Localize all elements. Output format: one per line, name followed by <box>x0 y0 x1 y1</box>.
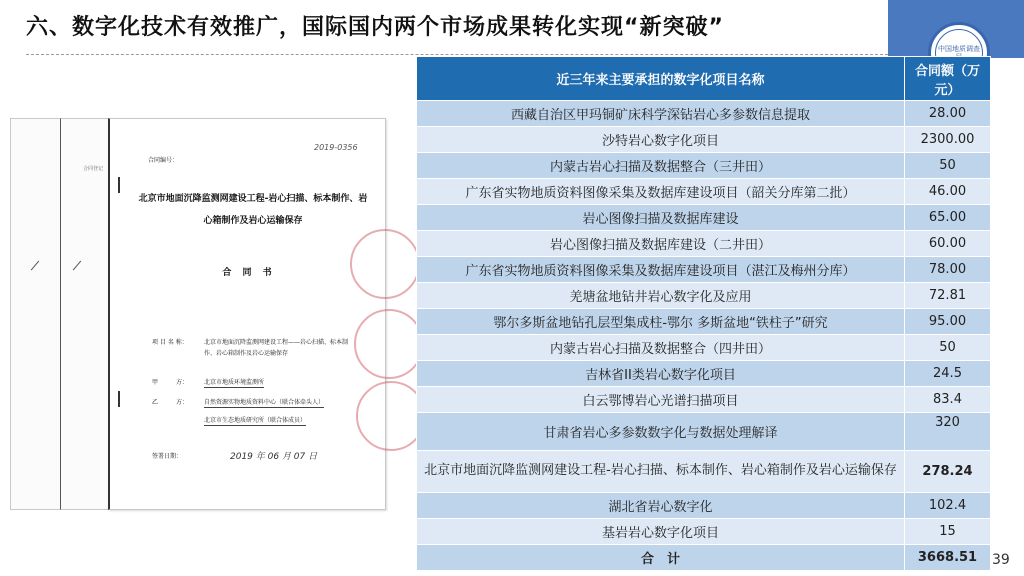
party-a-label: 甲 方： <box>152 379 189 386</box>
table-row <box>417 127 991 153</box>
title-divider <box>26 54 888 55</box>
contract-title: 北京市地面沉降监测网建设工程-岩心扫描、标本制作、岩心箱制作及岩心运输保存 <box>138 194 368 226</box>
project-name: 北京市地面沉降监测网建设工程-岩心扫描、标本制作、岩心箱制作及岩心运输保存 <box>417 451 905 493</box>
project-amount: 24.5 <box>905 361 991 387</box>
party-a-value: 北京市地质环境监测所 <box>204 379 265 386</box>
table-row <box>417 413 991 451</box>
contract-page-back-2 <box>10 118 62 510</box>
table-row <box>417 101 991 127</box>
table-row <box>417 231 991 257</box>
project-name: 内蒙古岩心扫描及数据整合（四井田） <box>417 335 905 361</box>
project-amount: 2300.00 <box>905 127 991 153</box>
project-amount: 15 <box>905 519 991 545</box>
table-row <box>417 205 991 231</box>
pen-mark <box>31 261 39 271</box>
project-name: 湖北省岩心数字化 <box>417 493 905 519</box>
project-name: 甘肃省岩心多参数数字化与数据处理解译 <box>417 413 905 451</box>
project-amount: 46.00 <box>905 179 991 205</box>
project-label: 项 目 名 称： <box>152 339 188 346</box>
party-b-label: 乙 方： <box>152 399 189 406</box>
project-name: 内蒙古岩心扫描及数据整合（三井田） <box>417 153 905 179</box>
project-amount: 50 <box>905 153 991 179</box>
project-amount: 78.00 <box>905 257 991 283</box>
total-amount: 3668.51 <box>905 545 991 571</box>
pen-mark <box>73 261 81 271</box>
party-b-value-2: 北京市生态地质研究所（联合体成员） <box>204 417 307 424</box>
page-number: 39 <box>992 552 1010 568</box>
project-name: 沙特岩心数字化项目 <box>417 127 905 153</box>
table-row <box>417 179 991 205</box>
binding-mark <box>118 391 120 407</box>
contract-cover-page <box>108 118 386 510</box>
header-project-name: 近三年来主要承担的数字化项目名称 <box>417 57 905 101</box>
project-amount: 83.4 <box>905 387 991 413</box>
signing-date-label: 签署日期： <box>152 453 183 460</box>
contract-page-back-1 <box>60 118 110 510</box>
table-row <box>417 361 991 387</box>
project-amount: 60.00 <box>905 231 991 257</box>
logo-text: 中国地质调查 <box>935 29 983 77</box>
table-row <box>417 257 991 283</box>
project-name: 广东省实物地质资料图像采集及数据库建设项目（韶关分库第二批） <box>417 179 905 205</box>
project-name: 广东省实物地质资料图像采集及数据库建设项目（湛江及梅州分库） <box>417 257 905 283</box>
project-name: 吉林省II类岩心数字化项目 <box>417 361 905 387</box>
project-amount: 320 <box>905 413 991 451</box>
contract-handwritten-number: 2019-0356 <box>314 143 358 152</box>
table-row <box>417 519 991 545</box>
table-row <box>417 493 991 519</box>
project-amount: 50 <box>905 335 991 361</box>
table-row <box>417 335 991 361</box>
project-name: 西藏自治区甲玛铜矿床科学深钻岩心多参数信息提取 <box>417 101 905 127</box>
table-row <box>417 283 991 309</box>
project-amount: 95.00 <box>905 309 991 335</box>
project-name: 白云鄂博岩心光谱扫描项目 <box>417 387 905 413</box>
table-row <box>417 309 991 335</box>
table-header-row <box>417 57 991 101</box>
signing-date-value: 2019 年 06 月 07 日 <box>230 452 318 462</box>
seal-stamp <box>350 229 420 299</box>
table-row <box>417 387 991 413</box>
binding-mark <box>118 177 120 193</box>
party-b-value-1: 自然资源实物地质资料中心（联合体牵头人） <box>204 399 325 406</box>
projects-table <box>416 56 991 571</box>
project-name: 鄂尔多斯盆地钻孔层型集成柱-鄂尔 多斯盆地“铁柱子”研究 <box>417 309 905 335</box>
contract-heading: 合 同 书 <box>222 268 276 278</box>
contract-number-label: 合同编号： <box>148 157 179 164</box>
project-amount: 65.00 <box>905 205 991 231</box>
project-name: 岩心图像扫描及数据库建设（二井田） <box>417 231 905 257</box>
project-name: 岩心图像扫描及数据库建设 <box>417 205 905 231</box>
slide-title: 六、数字化技术有效推广，国际国内两个市场成果转化实现“新突破” <box>26 15 724 40</box>
project-amount: 102.4 <box>905 493 991 519</box>
project-name: 羌塘盆地钻井岩心数字化及应用 <box>417 283 905 309</box>
table-row <box>417 451 991 493</box>
contract-side-label: 合同登记 <box>83 166 104 172</box>
project-amount: 28.00 <box>905 101 991 127</box>
project-amount: 278.24 <box>905 451 991 493</box>
project-value: 北京市地面沉降监测网建设工程——岩心扫描、标本制作、岩心箱制作及岩心运输保存 <box>204 339 349 358</box>
total-label: 合 计 <box>417 545 905 571</box>
header-contract-amount: 合同额（万元） <box>905 57 991 101</box>
table-row <box>417 153 991 179</box>
seal-stamp <box>354 309 424 379</box>
table-total-row <box>417 545 991 571</box>
project-amount: 72.81 <box>905 283 991 309</box>
project-name: 基岩岩心数字化项目 <box>417 519 905 545</box>
